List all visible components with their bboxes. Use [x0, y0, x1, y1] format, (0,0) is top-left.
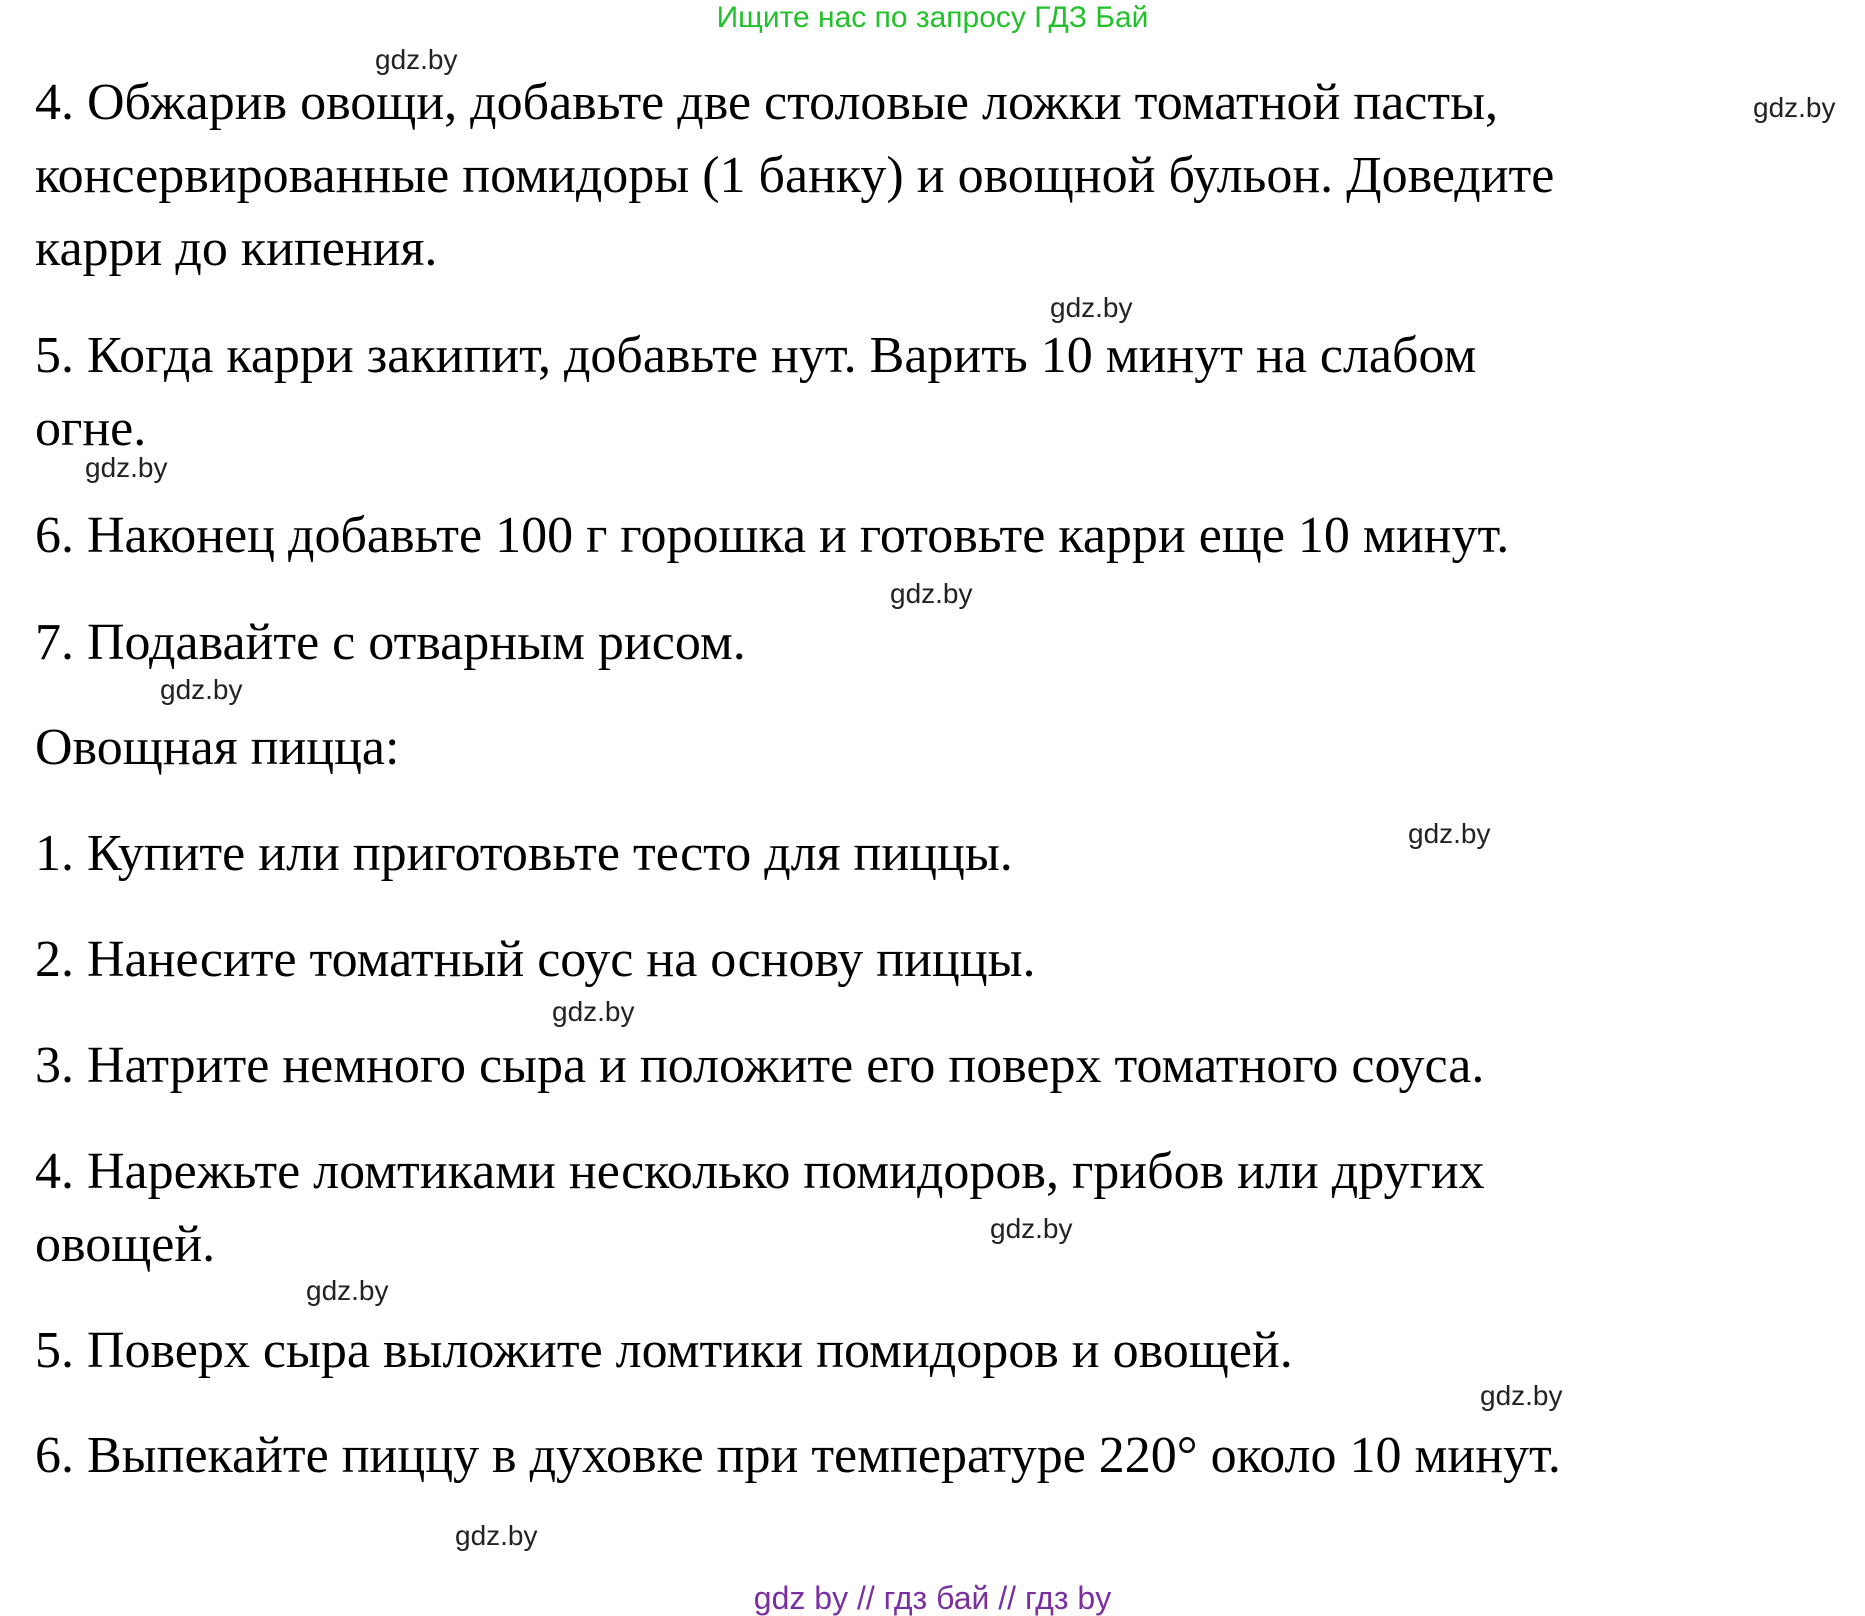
pizza-step-3: 3. Натрите немного сыра и положите его поверх томатного соуса.: [35, 1037, 1485, 1094]
watermark: gdz.by: [552, 996, 635, 1027]
curry-step-7: 7. Подавайте с отварным рисом.: [35, 614, 746, 671]
curry-step-5-line-1: 5. Когда карри закипит, добавьте нут. Варить 10 минут на слабом: [35, 327, 1477, 384]
curry-step-5-line-2: огне.: [35, 400, 147, 457]
curry-step-4-line-3: карри до кипения.: [35, 220, 438, 277]
watermark: gdz.by: [1408, 818, 1491, 849]
pizza-step-1: 1. Купите или приготовьте тесто для пиццы.: [35, 825, 1013, 882]
footer-links: gdz by // гдз бай // гдз by: [753, 1580, 1112, 1616]
watermark: gdz.by: [1753, 92, 1836, 123]
watermark: gdz.by: [85, 452, 168, 483]
pizza-step-2: 2. Нанесите томатный соус на основу пиццы.: [35, 931, 1036, 988]
pizza-step-6: 6. Выпекайте пиццу в духовке при температуре 220° около 10 минут.: [35, 1427, 1561, 1484]
watermark: gdz.by: [1050, 292, 1133, 323]
watermark: gdz.by: [990, 1213, 1073, 1244]
pizza-step-4-line-2: овощей.: [35, 1216, 216, 1273]
watermark: gdz.by: [890, 578, 973, 609]
watermark: gdz.by: [455, 1520, 538, 1551]
watermark: gdz.by: [160, 674, 243, 705]
curry-step-4-line-2: консервированные помидоры (1 банку) и овощной бульон. Доведите: [35, 147, 1555, 204]
pizza-heading: Овощная пицца:: [35, 719, 400, 776]
curry-step-4-line-1: 4. Обжарив овощи, добавьте две столовые ложки томатной пасты,: [35, 74, 1499, 131]
watermark: gdz.by: [306, 1275, 389, 1306]
watermark: gdz.by: [375, 44, 458, 75]
curry-step-6: 6. Наконец добавьте 100 г горошка и готовьте карри еще 10 минут.: [35, 507, 1510, 564]
pizza-step-5: 5. Поверх сыра выложите ломтики помидоров и овощей.: [35, 1322, 1293, 1379]
pizza-step-4-line-1: 4. Нарежьте ломтиками несколько помидоров, грибов или других: [35, 1143, 1485, 1200]
watermark: gdz.by: [1480, 1380, 1563, 1411]
search-banner: Ищите нас по запросу ГДЗ Бай: [716, 1, 1149, 34]
